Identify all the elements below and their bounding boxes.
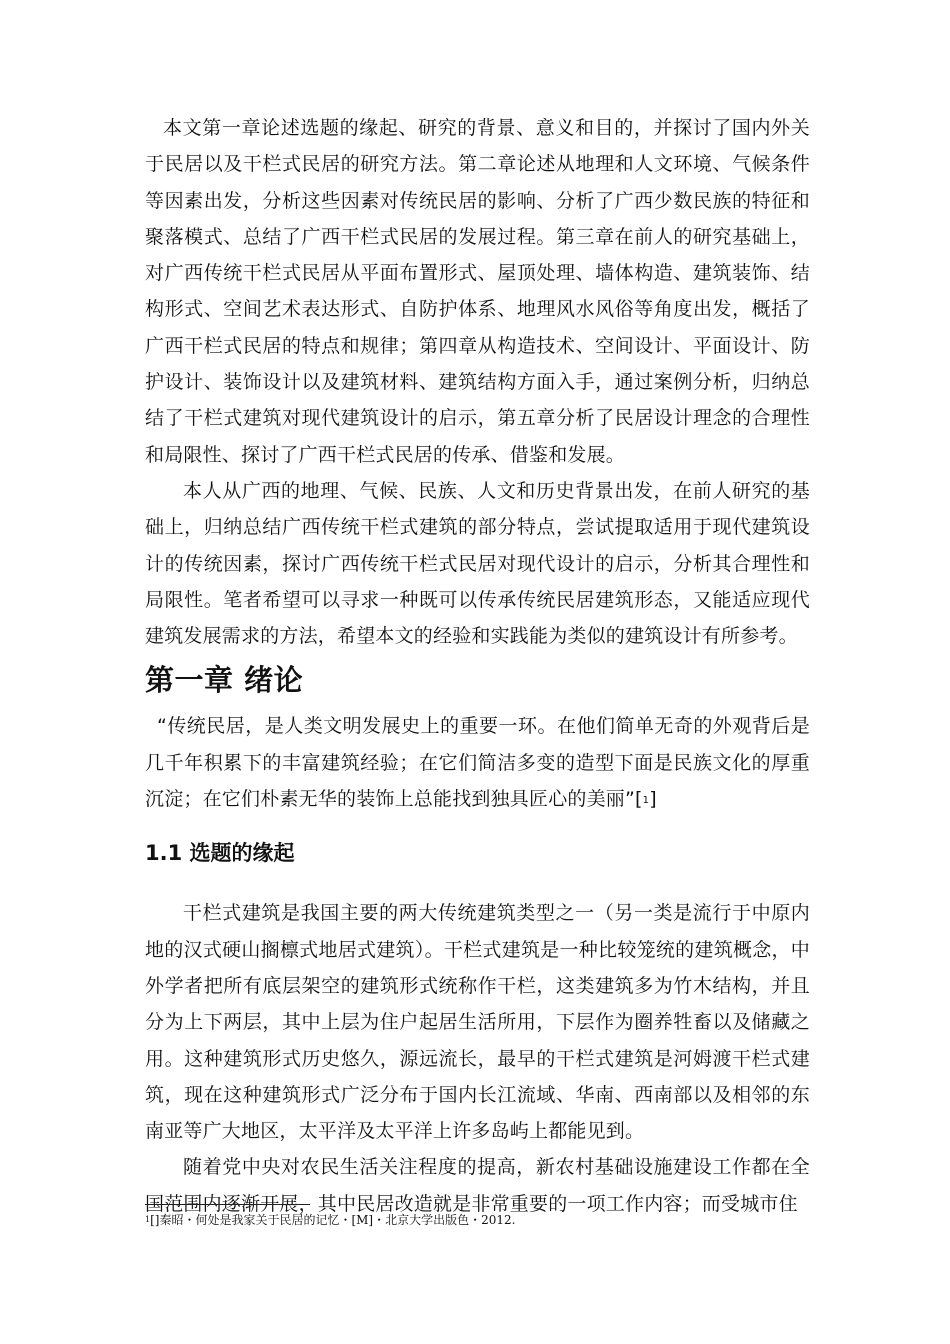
document-body [145,110,810,1222]
footnote-marker: 1 [145,1215,151,1224]
footnote [145,1210,515,1230]
section-paragraph-1: 干栏式建筑是我国主要的两大传统建筑类型之一（另一类是流行于中原内地的汉式硬山搁檩式地居式建筑）。干栏式建筑是一种比较笼统的建筑概念，中外学者把所有底层架空的建筑形式统称作干栏，这类建筑多为竹木结构，并且分为上下两层，其中上层为住户起居生活所用，下层作为圈养牲畜以及储藏之用。这种建筑形式历史悠久，源远流长，最早的干栏式建筑是河姆渡干栏式建筑，现在这种建筑形式广泛分布于国内长江流域、华南、西南部以及相邻的东南亚等广大地区，太平洋及太平洋上许多岛屿上都能见到。 [145,902,810,1143]
footnote-divider [145,1204,310,1205]
quote-paragraph [145,708,810,817]
section-paragraph-2: 随着党中央对农民生活关注程度的提高，新农村基础设施建设工作都在全国范围内逐渐开展，其中民居改造就是非常重要的一项工作内容；而受城市住 [145,1156,810,1215]
intro-paragraph-2: 本人从广西的地理、气候、民族、人文和历史背景出发，在前人研究的基础上，归纳总结广西传统干栏式建筑的部分特点，尝试提取适用于现代建筑设计的传统因素，探讨广西传统干栏式民居对现代设计的启示，分析其合理性和局限性。笔者希望可以寻求一种既可以传承传统民居建筑形态，又能适应现代建筑发展需求的方法，希望本文的经验和实践能为类似的建筑设计有所参考。 [145,479,810,648]
footnote-text: []秦昭・何处是我家关于民居的记忆・[M]・北京大学出版色・2012. [150,1213,516,1227]
footnote-reference[interactable]: 1 [642,795,650,807]
chapter-title: 第一章 绪论 [145,663,304,698]
quote-close-bracket: ] [649,788,657,811]
section-title: 1.1 选题的缘起 [145,841,295,866]
quote-text: “传统民居，是人类文明发展史上的重要一环。在他们简单无奇的外观背后是几千年积累下的丰富建筑经验；在它们简洁多变的造型下面是民族文化的厚重沉淀；在它们朴素无华的装饰上总能找到独具匠心的美丽”[ [145,715,810,811]
intro-paragraph-1: 本文第一章论述选题的缘起、研究的背景、意义和目的，并探讨了国内外关于民居以及干栏式民居的研究方法。第二章论述从地理和人文环境、气候条件等因素出发，分析这些因素对传统民居的影响、分析了广西少数民族的特征和聚落模式、总结了广西干栏式民居的发展过程。第三章在前人的研究基础上，对广西传统干栏式民居从平面布置形式、屋顶处理、墙体构造、建筑装饰、结构形式、空间艺术表达形式、自防护体系、地理风水风俗等角度出发，概括了广西干栏式民居的特点和规律；第四章从构造技术、空间设计、平面设计、防护设计、装饰设计以及建筑材料、建筑结构方面入手，通过案例分析，归纳总结了干栏式建筑对现代建筑设计的启示，第五章分析了民居设计理念的合理性和局限性、探讨了广西干栏式民居的传承、借鉴和发展。 [145,117,810,466]
